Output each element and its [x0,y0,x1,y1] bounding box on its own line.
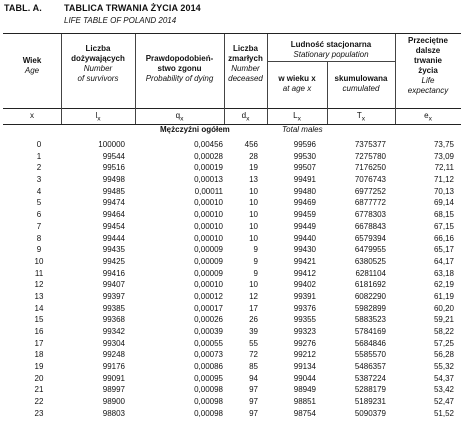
table-cell: 6181692 [354,280,386,290]
table-cell: 0,00010 [194,221,223,231]
table-cell: 0,00098 [194,397,223,407]
table-row [0,349,463,361]
table-cell: 0,00011 [194,186,223,196]
table-cell: 6579394 [354,233,386,243]
table-cell: 6778303 [354,210,386,220]
header-stationary [267,34,395,62]
table-cell: 99516 [102,163,125,173]
header-cumulated [327,62,395,108]
table-cell: 0,00013 [194,175,223,185]
header-prob-pl2: stwo zgonu [157,64,202,73]
table-row [0,314,463,326]
table-cell: 98949 [293,385,316,395]
symbol-T [327,111,395,123]
table-cell: 55 [249,338,258,348]
table-cell: 5883523 [354,315,386,325]
table-cell: 99469 [293,198,316,208]
table-cell: 70,13 [433,186,454,196]
symbol-q-text: q [175,111,181,120]
table-cell: 0,00026 [194,315,223,325]
table-cell: 97 [249,408,258,418]
header-exp-en2: expectancy [407,86,449,95]
table-cell: 7176250 [354,163,386,173]
symbol-x-text: x [30,111,34,120]
section-heading [0,125,463,137]
table-cell: 19 [34,362,44,372]
table-row [0,209,463,221]
table-row [0,384,463,396]
header-cumulated-en: cumulated [342,84,380,93]
table-cell: 6877772 [354,198,386,208]
table-cell: 7275780 [354,151,386,161]
table-cell: 6 [36,210,42,220]
symbol-d [224,111,267,123]
symbol-e [395,111,461,123]
table-cell: 6479955 [354,245,386,255]
table-cell: 98997 [102,385,125,395]
table-cell: 5 [36,198,42,208]
table-cell: 13 [34,291,44,301]
table-cell: 0,00028 [194,151,223,161]
table-cell: 0,00017 [194,303,223,313]
table-cell: 15 [34,315,44,325]
table-cell: 99248 [102,350,125,360]
table-cell: 69,14 [433,198,454,208]
symbol-sub: x [297,115,301,123]
table-cell: 98851 [293,397,316,407]
header-age-en: Age [24,66,40,75]
table-cell: 7375377 [354,140,386,149]
header-survivors-pl2: dożywających [71,54,125,63]
header-deaths [224,34,267,108]
table-cell: 18 [34,350,44,360]
table-cell: 53,42 [433,385,454,395]
table-cell: 19 [249,163,258,173]
table-cell: 0,00073 [194,350,223,360]
table-cell: 17 [34,338,44,348]
table-cell: 0,00095 [194,373,223,383]
table-cell: 0,00456 [194,140,223,149]
table-cell: 26 [249,315,258,325]
table-cell: 10 [249,210,258,220]
table-cell: 3 [36,175,42,185]
table-cell: 0,00012 [194,291,223,301]
table-header [3,33,461,109]
header-at-age [267,62,327,108]
table-cell: 10 [249,221,258,231]
header-survivors [61,34,135,108]
table-cell: 99491 [293,175,316,185]
table-cell: 99391 [293,291,316,301]
table-cell: 57,25 [433,338,454,348]
table-subtitle: LIFE TABLE OF POLAND 2014 [64,16,177,25]
table-cell: 99474 [102,198,125,208]
table-cell: 5585570 [354,350,386,360]
table-cell: 1 [36,151,42,161]
table-cell: 5288179 [354,385,386,395]
table-cell: 99355 [293,315,316,325]
table-cell: 5189231 [354,397,386,407]
table-cell: 99459 [293,210,316,220]
table-cell: 9 [253,245,258,255]
table-row [0,291,463,303]
table-cell: 9 [253,256,258,266]
header-at-age-en: at age x [282,84,312,93]
table-row [0,139,463,151]
header-probability [135,34,224,108]
table-cell: 9 [253,268,258,278]
table-cell: 99430 [293,245,316,255]
table-row [0,162,463,174]
table-cell: 6082290 [354,291,386,301]
header-age-pl: Wiek [22,56,42,65]
table-cell: 16 [34,327,44,336]
table-cell: 10 [249,198,258,208]
table-title [4,3,201,13]
table-cell: 63,18 [433,268,454,278]
header-at-age-pl: w wieku x [278,74,316,83]
table-row [0,361,463,373]
table-cell: 98754 [293,408,316,418]
table-cell: 59,21 [433,315,454,325]
table-cell: 99485 [102,186,125,196]
table-cell: 64,17 [433,256,454,266]
table-cell: 100000 [98,140,125,149]
header-deaths-en2: deceased [228,74,263,83]
header-exp-pl3: trwanie [413,56,442,65]
table-cell: 14 [34,303,44,313]
table-cell: 6281104 [355,268,386,278]
table-cell: 99134 [293,362,316,372]
table-cell: 0 [36,140,42,149]
table-cell: 6678843 [354,221,386,231]
symbol-sub: x [97,115,101,123]
table-cell: 10 [34,256,44,266]
table-cell: 99421 [293,256,316,266]
table-row [0,326,463,338]
table-cell: 6977252 [354,186,386,196]
table-cell: 0,00098 [194,385,223,395]
table-cell: 5982899 [354,303,386,313]
table-cell: 0,00010 [194,210,223,220]
header-exp-en1: Life [421,76,435,85]
header-stationary-en: Stationary population [293,50,369,59]
header-prob-en: Probability of dying [145,74,214,83]
table-cell: 10 [249,233,258,243]
symbol-sub: x [180,115,184,123]
table-cell: 99044 [293,373,316,383]
table-cell: 5684846 [354,338,386,348]
table-cell: 54,37 [433,373,454,383]
table-cell: 23 [34,408,44,418]
table-cell: 10 [249,186,258,196]
symbol-T-text: T [356,111,362,120]
header-cumulated-pl: skumulowana [334,74,388,83]
table-cell: 73,75 [433,140,454,149]
table-row [0,244,463,256]
header-deaths-pl1: Liczba [233,44,258,53]
table-cell: 5387224 [354,373,386,383]
symbol-sub: x [428,115,432,123]
symbol-d-text: d [241,111,247,120]
table-row [0,151,463,163]
table-row [0,396,463,408]
table-cell: 99454 [102,221,125,231]
table-cell: 99376 [293,303,316,313]
table-cell: 65,17 [433,245,454,255]
table-cell: 99449 [293,221,316,231]
table-cell: 13 [249,175,258,185]
table-cell: 5784169 [354,327,386,336]
table-row [0,256,463,268]
symbol-row [3,108,461,125]
symbol-q [135,111,224,123]
table-cell: 56,28 [433,350,454,360]
table-cell: 8 [36,233,42,243]
table-cell: 7076743 [354,175,386,185]
table-cell: 99397 [102,291,125,301]
table-row [0,186,463,198]
header-stationary-pl: Ludność stacjonarna [290,40,372,49]
symbol-sub: x [361,115,366,123]
table-cell: 99464 [102,210,125,220]
header-survivors-pl1: Liczba [85,44,111,53]
table-cell: 99596 [293,140,316,149]
table-cell: 58,22 [433,327,454,336]
table-row [0,279,463,291]
table-cell: 52,47 [433,397,454,407]
table-cell: 99342 [102,327,125,336]
header-age [3,34,61,108]
table-cell: 99444 [102,233,125,243]
header-exp-pl1: Przeciętne [407,36,449,45]
table-cell: 55,32 [433,362,454,372]
table-cell: 0,00098 [194,408,223,418]
symbol-x [3,111,61,120]
symbol-L [267,111,327,123]
table-row [0,221,463,233]
header-survivors-en2: of survivors [77,74,119,83]
table-cell: 99276 [293,338,316,348]
table-cell: 0,00009 [194,245,223,255]
table-cell: 99304 [102,338,125,348]
section-heading-pl: Mężczyźni ogółem [160,125,230,134]
table-cell: 21 [34,385,44,395]
symbol-l [61,111,135,123]
table-cell: 99368 [102,315,125,325]
table-cell: 28 [249,151,258,161]
table-cell: 99416 [102,268,125,278]
table-cell: 12 [249,291,258,301]
table-cell: 20 [34,373,44,383]
table-cell: 97 [249,397,258,407]
table-row [0,174,463,186]
table-cell: 99385 [102,303,125,313]
table-cell: 0,00086 [194,362,223,372]
table-cell: 99498 [102,175,125,185]
table-cell: 97 [249,385,258,395]
table-cell: 66,16 [433,233,454,243]
table-cell: 0,00009 [194,268,223,278]
symbol-L-text: L [293,111,298,120]
table-cell: 72,11 [434,163,454,173]
symbol-l-text: l [95,111,98,120]
table-cell: 99402 [293,280,316,290]
table-cell: 99480 [293,186,316,196]
header-expectancy [395,34,461,108]
table-cell: 0,00039 [194,327,223,336]
table-cell: 0,00019 [194,163,223,173]
symbol-e-text: e [424,111,429,120]
table-row [0,408,463,420]
table-cell: 67,15 [433,221,454,231]
table-body [0,139,463,420]
table-cell: 72 [249,350,258,360]
table-cell: 5090379 [354,408,386,418]
table-cell: 22 [34,397,44,407]
table-cell: 4 [36,186,42,196]
table-cell: 0,00010 [194,280,223,290]
table-cell: 9 [36,245,42,255]
table-cell: 98803 [102,408,125,418]
table-cell: 99407 [102,280,125,290]
section-heading-en: Total males [282,125,323,134]
header-exp-pl2: dalsze [415,46,441,55]
table-cell: 39 [249,327,258,336]
table-cell: 99440 [293,233,316,243]
table-cell: 99530 [293,151,316,161]
table-cell: 94 [249,373,258,383]
table-cell: 62,19 [433,280,454,290]
table-row [0,197,463,209]
header-prob-pl1: Prawdopodobień- [145,54,214,63]
table-cell: 0,00055 [194,338,223,348]
table-row [0,233,463,245]
table-row [0,268,463,280]
table-cell: 85 [249,362,258,372]
table-cell: 51,52 [433,408,454,418]
table-cell: 99435 [102,245,125,255]
table-cell: 7 [36,221,42,231]
table-cell: 2 [36,163,42,173]
header-deaths-pl2: zmarłych [228,54,263,63]
table-cell: 99412 [293,268,316,278]
table-cell: 73,09 [433,151,454,161]
table-cell: 5486357 [354,362,386,372]
header-exp-pl4: życia [418,66,438,75]
table-cell: 61,19 [433,291,454,301]
table-cell: 71,12 [433,175,454,185]
table-cell: 99507 [293,163,316,173]
header-survivors-en1: Number [83,64,113,73]
table-cell: 456 [244,140,258,149]
table-cell: 12 [34,280,44,290]
table-cell: 10 [249,280,258,290]
table-cell: 0,00010 [194,233,223,243]
table-row [0,338,463,350]
table-cell: 98900 [102,397,125,407]
table-cell: 99212 [293,350,316,360]
header-deaths-en1: Number [231,64,260,73]
table-cell: 6380525 [354,256,386,266]
table-cell: 99323 [293,327,316,336]
table-row [0,303,463,315]
symbol-sub: x [246,115,250,123]
table-cell: 99176 [102,362,125,372]
table-title-text: TABLICA TRWANIA ŻYCIA 2014 [64,3,201,13]
table-cell: 0,00010 [194,198,223,208]
table-cell: 11 [34,268,44,278]
table-cell: 68,15 [433,210,454,220]
table-cell: 60,20 [433,303,454,313]
table-row [0,373,463,385]
table-cell: 99091 [102,373,125,383]
table-cell: 99544 [102,151,125,161]
table-cell: 17 [249,303,258,313]
table-label: TABL. A. [4,3,42,13]
table-cell: 99425 [102,256,125,266]
table-cell: 0,00009 [194,256,223,266]
